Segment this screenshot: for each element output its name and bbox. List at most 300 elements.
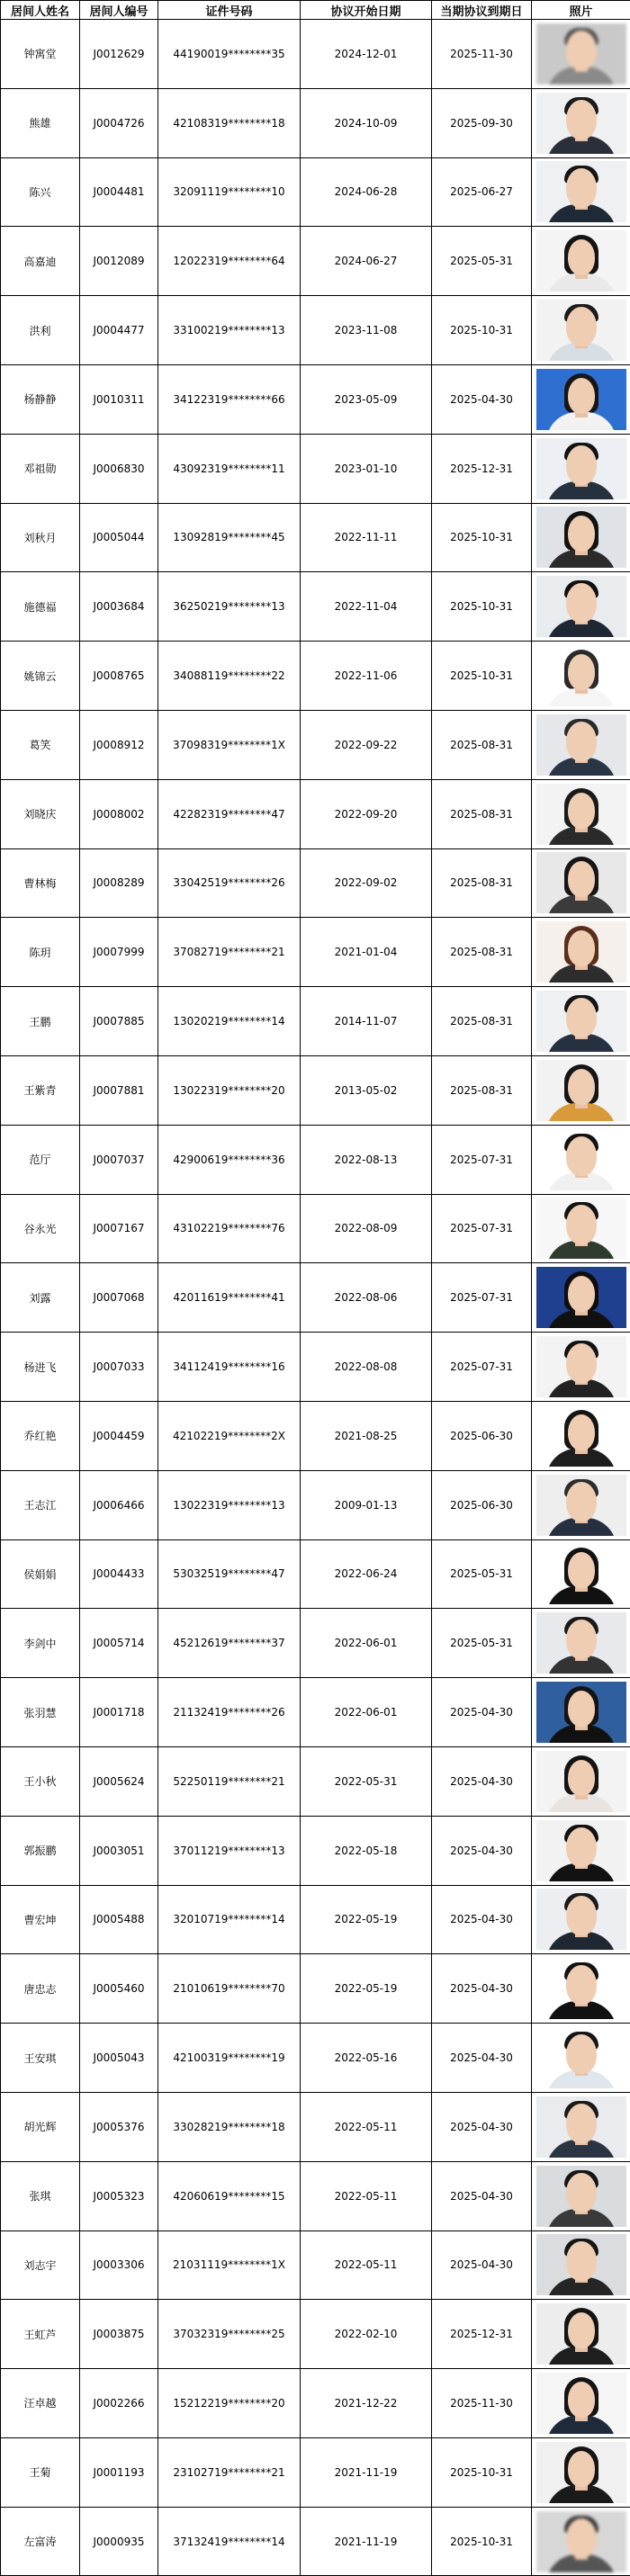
code-cell: J0006466 [80,1470,158,1539]
end-date-cell: 2025-11-30 [432,2369,532,2438]
cert-cell: 13092819********45 [158,503,301,572]
table-row [1,2092,630,2161]
name-cell: 张羽慧 [1,1678,80,1747]
photo-cell [532,1609,630,1678]
portrait-photo [536,2166,626,2227]
cert-cell: 42108319********18 [158,88,301,157]
cert-cell: 15212219********20 [158,2369,301,2438]
name-cell: 王志江 [1,1470,80,1539]
portrait-photo [536,991,626,1052]
start-date-cell: 2021-01-04 [301,918,432,987]
table-row [1,2300,630,2369]
photo-cell [532,1954,630,2024]
cert-cell: 21031119********1X [158,2230,301,2300]
name-cell: 左富涛 [1,2507,80,2576]
photo-cell [532,1194,630,1263]
name-cell: 钟寓堂 [1,20,80,89]
code-cell: J0000935 [80,2507,158,2576]
code-cell: J0007167 [80,1194,158,1263]
start-date-cell: 2013-05-02 [301,1055,432,1125]
cert-cell: 37132419********14 [158,2507,301,2576]
end-date-cell: 2025-04-30 [432,1885,532,1954]
start-date-cell: 2022-06-01 [301,1678,432,1747]
table-row [1,2507,630,2576]
photo-cell [532,987,630,1056]
code-cell: J0007033 [80,1333,158,1402]
start-date-cell: 2022-05-11 [301,2161,432,2230]
cert-cell: 42282319********47 [158,779,301,848]
code-cell: J0005714 [80,1609,158,1678]
end-date-cell: 2025-05-31 [432,227,532,296]
table-row [1,157,630,227]
start-date-cell: 2022-06-24 [301,1539,432,1609]
start-date-cell: 2022-11-11 [301,503,432,572]
code-cell: J0005323 [80,2161,158,2230]
end-date-cell: 2025-07-31 [432,1263,532,1333]
table-row [1,1194,630,1263]
end-date-cell: 2025-08-31 [432,1055,532,1125]
code-cell: J0004477 [80,296,158,365]
end-date-cell: 2025-10-31 [432,2437,532,2507]
cert-cell: 37011219********13 [158,1816,301,1885]
table-row [1,710,630,779]
start-date-cell: 2022-09-20 [301,779,432,848]
table-row [1,1055,630,1125]
cert-cell: 33100219********13 [158,296,301,365]
name-cell: 乔红艳 [1,1401,80,1470]
code-cell: J0012629 [80,20,158,89]
photo-cell [532,2507,630,2576]
start-date-cell: 2023-01-10 [301,434,432,503]
name-cell: 谷永光 [1,1194,80,1263]
photo-cell [532,1678,630,1747]
name-cell: 王小秋 [1,1746,80,1816]
portrait-photo [536,369,626,430]
start-date-cell: 2022-08-06 [301,1263,432,1333]
end-date-cell: 2025-04-30 [432,2230,532,2300]
start-date-cell: 2022-09-02 [301,848,432,918]
portrait-photo [536,2096,626,2158]
name-cell: 王菊 [1,2437,80,2507]
code-cell: J0008289 [80,848,158,918]
code-cell: J0010311 [80,364,158,434]
code-cell: J0006830 [80,434,158,503]
cert-cell: 45212619********37 [158,1609,301,1678]
code-cell: J0001718 [80,1678,158,1747]
code-cell: J0005488 [80,1885,158,1954]
photo-cell [532,848,630,918]
portrait-photo [536,1336,626,1397]
name-cell: 刘晓庆 [1,779,80,848]
cert-cell: 21132419********26 [158,1678,301,1747]
name-cell: 唐忠志 [1,1954,80,2024]
end-date-cell: 2025-10-31 [432,572,532,642]
code-cell: J0007068 [80,1263,158,1333]
portrait-photo [536,784,626,845]
portrait-photo [536,645,626,706]
table-row [1,1816,630,1885]
start-date-cell: 2022-05-31 [301,1746,432,1816]
code-cell: J0005043 [80,2024,158,2093]
cert-cell: 13020219********14 [158,987,301,1056]
cert-cell: 53032519********47 [158,1539,301,1609]
photo-cell [532,2092,630,2161]
name-cell: 刘秋月 [1,503,80,572]
portrait-photo [536,1475,626,1536]
name-cell: 姚锦云 [1,642,80,711]
portrait-photo [536,714,626,776]
start-date-cell: 2021-11-19 [301,2507,432,2576]
code-cell: J0002266 [80,2369,158,2438]
portrait-photo [536,852,626,913]
header-end-date: 当期协议到期日 [432,1,532,20]
photo-cell [532,1055,630,1125]
portrait-photo [536,93,626,154]
start-date-cell: 2009-01-13 [301,1470,432,1539]
table-header [1,1,630,20]
cert-cell: 36250219********13 [158,572,301,642]
portrait-photo [536,230,626,292]
start-date-cell: 2022-05-11 [301,2230,432,2300]
start-date-cell: 2022-02-10 [301,2300,432,2369]
end-date-cell: 2025-04-30 [432,364,532,434]
name-cell: 陈玥 [1,918,80,987]
code-cell: J0001193 [80,2437,158,2507]
table-row [1,2024,630,2093]
end-date-cell: 2025-04-30 [432,1954,532,2024]
end-date-cell: 2025-07-31 [432,1125,532,1194]
start-date-cell: 2022-05-16 [301,2024,432,2093]
name-cell: 杨进飞 [1,1333,80,1402]
table-row [1,434,630,503]
end-date-cell: 2025-10-31 [432,642,532,711]
start-date-cell: 2021-08-25 [301,1401,432,1470]
code-cell: J0005624 [80,1746,158,1816]
end-date-cell: 2025-04-30 [432,1746,532,1816]
photo-cell [532,2369,630,2438]
name-cell: 陈兴 [1,157,80,227]
end-date-cell: 2025-08-31 [432,779,532,848]
table-row [1,1333,630,1402]
table-row [1,227,630,296]
photo-cell [532,1470,630,1539]
cert-cell: 32010719********14 [158,1885,301,1954]
end-date-cell: 2025-05-31 [432,1609,532,1678]
portrait-photo [536,1612,626,1674]
table-row [1,2437,630,2507]
code-cell: J0005376 [80,2092,158,2161]
end-date-cell: 2025-04-30 [432,1678,532,1747]
start-date-cell: 2022-08-09 [301,1194,432,1263]
table-row [1,987,630,1056]
name-cell: 王安琪 [1,2024,80,2093]
name-cell: 邓祖勋 [1,434,80,503]
table-row [1,779,630,848]
photo-cell [532,1333,630,1402]
portrait-photo [536,1820,626,1881]
name-cell: 张琪 [1,2161,80,2230]
portrait-photo [536,1682,626,1743]
name-cell: 洪利 [1,296,80,365]
table-row [1,1470,630,1539]
table-row [1,1746,630,1816]
code-cell: J0012089 [80,227,158,296]
photo-cell [532,1263,630,1333]
photo-cell [532,1125,630,1194]
portrait-photo [536,1198,626,1259]
table-row [1,88,630,157]
start-date-cell: 2022-09-22 [301,710,432,779]
cert-cell: 34088119********22 [158,642,301,711]
end-date-cell: 2025-04-30 [432,2161,532,2230]
header-name: 居间人姓名 [1,1,80,20]
photo-cell [532,918,630,987]
start-date-cell: 2022-05-18 [301,1816,432,1885]
code-cell: J0004481 [80,157,158,227]
portrait-photo [536,1060,626,1121]
portrait-photo [536,507,626,568]
name-cell: 李剑中 [1,1609,80,1678]
end-date-cell: 2025-09-30 [432,88,532,157]
table-row [1,364,630,434]
photo-cell [532,2230,630,2300]
cert-cell: 34122319********66 [158,364,301,434]
cert-cell: 13022319********13 [158,1470,301,1539]
code-cell: J0007881 [80,1055,158,1125]
end-date-cell: 2025-08-31 [432,848,532,918]
end-date-cell: 2025-04-30 [432,1816,532,1885]
portrait-photo [536,576,626,637]
code-cell: J0008002 [80,779,158,848]
header-start-date: 协议开始日期 [301,1,432,20]
start-date-cell: 2022-05-19 [301,1954,432,2024]
table-row [1,1539,630,1609]
cert-cell: 52250119********21 [158,1746,301,1816]
code-cell: J0003051 [80,1816,158,1885]
code-cell: J0008765 [80,642,158,711]
portrait-photo [536,2373,626,2434]
cert-cell: 42011619********41 [158,1263,301,1333]
name-cell: 范厅 [1,1125,80,1194]
table-row [1,1609,630,1678]
name-cell: 刘露 [1,1263,80,1333]
photo-cell [532,779,630,848]
table-row [1,2369,630,2438]
table-row [1,918,630,987]
start-date-cell: 2022-08-08 [301,1333,432,1402]
end-date-cell: 2025-12-31 [432,434,532,503]
cert-cell: 44190019********35 [158,20,301,89]
cert-cell: 34112419********16 [158,1333,301,1402]
end-date-cell: 2025-04-30 [432,2024,532,2093]
cert-cell: 37098319********1X [158,710,301,779]
table-row [1,1263,630,1333]
table-row [1,1954,630,2024]
portrait-photo [536,300,626,361]
portrait-photo [536,1958,626,2019]
end-date-cell: 2025-06-30 [432,1401,532,1470]
photo-cell [532,710,630,779]
name-cell: 汪卓越 [1,2369,80,2438]
photo-cell [532,642,630,711]
start-date-cell: 2023-05-09 [301,364,432,434]
cert-cell: 37082719********21 [158,918,301,987]
name-cell: 曹宏坤 [1,1885,80,1954]
end-date-cell: 2025-04-30 [432,2092,532,2161]
code-cell: J0007999 [80,918,158,987]
name-cell: 郭振鹏 [1,1816,80,1885]
start-date-cell: 2021-11-19 [301,2437,432,2507]
cert-cell: 42900619********36 [158,1125,301,1194]
photo-cell [532,157,630,227]
end-date-cell: 2025-08-31 [432,987,532,1056]
start-date-cell: 2024-12-01 [301,20,432,89]
photo-cell [532,1885,630,1954]
photo-cell [532,2300,630,2369]
photo-cell [532,434,630,503]
photo-cell [532,2161,630,2230]
cert-cell: 21010619********70 [158,1954,301,2024]
table-row [1,2161,630,2230]
start-date-cell: 2024-06-28 [301,157,432,227]
header-code: 居间人编号 [80,1,158,20]
name-cell: 胡光辉 [1,2092,80,2161]
portrait-photo [536,1543,626,1604]
photo-cell [532,2024,630,2093]
code-cell: J0008912 [80,710,158,779]
header-row [1,1,630,20]
name-cell: 刘志宇 [1,2230,80,2300]
header-photo: 照片 [532,1,630,20]
name-cell: 施德福 [1,572,80,642]
start-date-cell: 2021-12-22 [301,2369,432,2438]
portrait-photo [536,1267,626,1328]
portrait-photo [536,2303,626,2365]
cert-cell: 33028219********18 [158,2092,301,2161]
photo-cell [532,2437,630,2507]
start-date-cell: 2022-05-11 [301,2092,432,2161]
code-cell: J0007037 [80,1125,158,1194]
photo-cell [532,572,630,642]
portrait-photo [536,2027,626,2088]
table-row [1,572,630,642]
cert-cell: 42100319********19 [158,2024,301,2093]
start-date-cell: 2023-11-08 [301,296,432,365]
cert-cell: 42102219********2X [158,1401,301,1470]
photo-cell [532,503,630,572]
code-cell: J0007885 [80,987,158,1056]
end-date-cell: 2025-07-31 [432,1333,532,1402]
table-row [1,503,630,572]
name-cell: 王鹏 [1,987,80,1056]
end-date-cell: 2025-07-31 [432,1194,532,1263]
table-row [1,1401,630,1470]
portrait-photo [536,1751,626,1812]
end-date-cell: 2025-10-31 [432,296,532,365]
end-date-cell: 2025-11-30 [432,20,532,89]
cert-cell: 12022319********64 [158,227,301,296]
start-date-cell: 2022-06-01 [301,1609,432,1678]
name-cell: 侯娟娟 [1,1539,80,1609]
end-date-cell: 2025-08-31 [432,710,532,779]
code-cell: J0004726 [80,88,158,157]
cert-cell: 23102719********21 [158,2437,301,2507]
end-date-cell: 2025-10-31 [432,2507,532,2576]
end-date-cell: 2025-05-31 [432,1539,532,1609]
portrait-photo [536,2442,626,2503]
name-cell: 王虹芦 [1,2300,80,2369]
cert-cell: 32091119********10 [158,157,301,227]
name-cell: 熊雄 [1,88,80,157]
cert-cell: 43092319********11 [158,434,301,503]
cert-cell: 37032319********25 [158,2300,301,2369]
table-row [1,1885,630,1954]
portrait-photo [536,438,626,499]
portrait-photo [536,23,626,85]
photo-cell [532,20,630,89]
portrait-photo [536,2511,626,2572]
table-row [1,2230,630,2300]
cert-cell: 13022319********20 [158,1055,301,1125]
code-cell: J0005044 [80,503,158,572]
photo-cell [532,296,630,365]
start-date-cell: 2022-11-06 [301,642,432,711]
start-date-cell: 2024-06-27 [301,227,432,296]
code-cell: J0004459 [80,1401,158,1470]
photo-cell [532,1401,630,1470]
table-row [1,1125,630,1194]
portrait-photo [536,1889,626,1950]
portrait-photo [536,2234,626,2295]
portrait-photo [536,1405,626,1467]
table-row [1,642,630,711]
photo-cell [532,1746,630,1816]
code-cell: J0003306 [80,2230,158,2300]
header-cert: 证件号码 [158,1,301,20]
start-date-cell: 2014-11-07 [301,987,432,1056]
table-row [1,848,630,918]
photo-cell [532,88,630,157]
photo-cell [532,1816,630,1885]
code-cell: J0005460 [80,1954,158,2024]
name-cell: 曹林梅 [1,848,80,918]
cert-cell: 43102219********76 [158,1194,301,1263]
portrait-photo [536,921,626,983]
end-date-cell: 2025-08-31 [432,918,532,987]
name-cell: 杨静静 [1,364,80,434]
start-date-cell: 2024-10-09 [301,88,432,157]
cert-cell: 42060619********15 [158,2161,301,2230]
code-cell: J0003875 [80,2300,158,2369]
cert-cell: 33042519********26 [158,848,301,918]
table-row [1,296,630,365]
photo-cell [532,364,630,434]
photo-cell [532,227,630,296]
end-date-cell: 2025-06-27 [432,157,532,227]
end-date-cell: 2025-10-31 [432,503,532,572]
photo-cell [532,1539,630,1609]
table-row [1,1678,630,1747]
portrait-photo [536,1129,626,1190]
name-cell: 王紫青 [1,1055,80,1125]
end-date-cell: 2025-12-31 [432,2300,532,2369]
table-body [1,20,630,2576]
start-date-cell: 2022-11-04 [301,572,432,642]
name-cell: 葛笑 [1,710,80,779]
start-date-cell: 2022-05-19 [301,1885,432,1954]
start-date-cell: 2022-08-13 [301,1125,432,1194]
end-date-cell: 2025-06-30 [432,1470,532,1539]
